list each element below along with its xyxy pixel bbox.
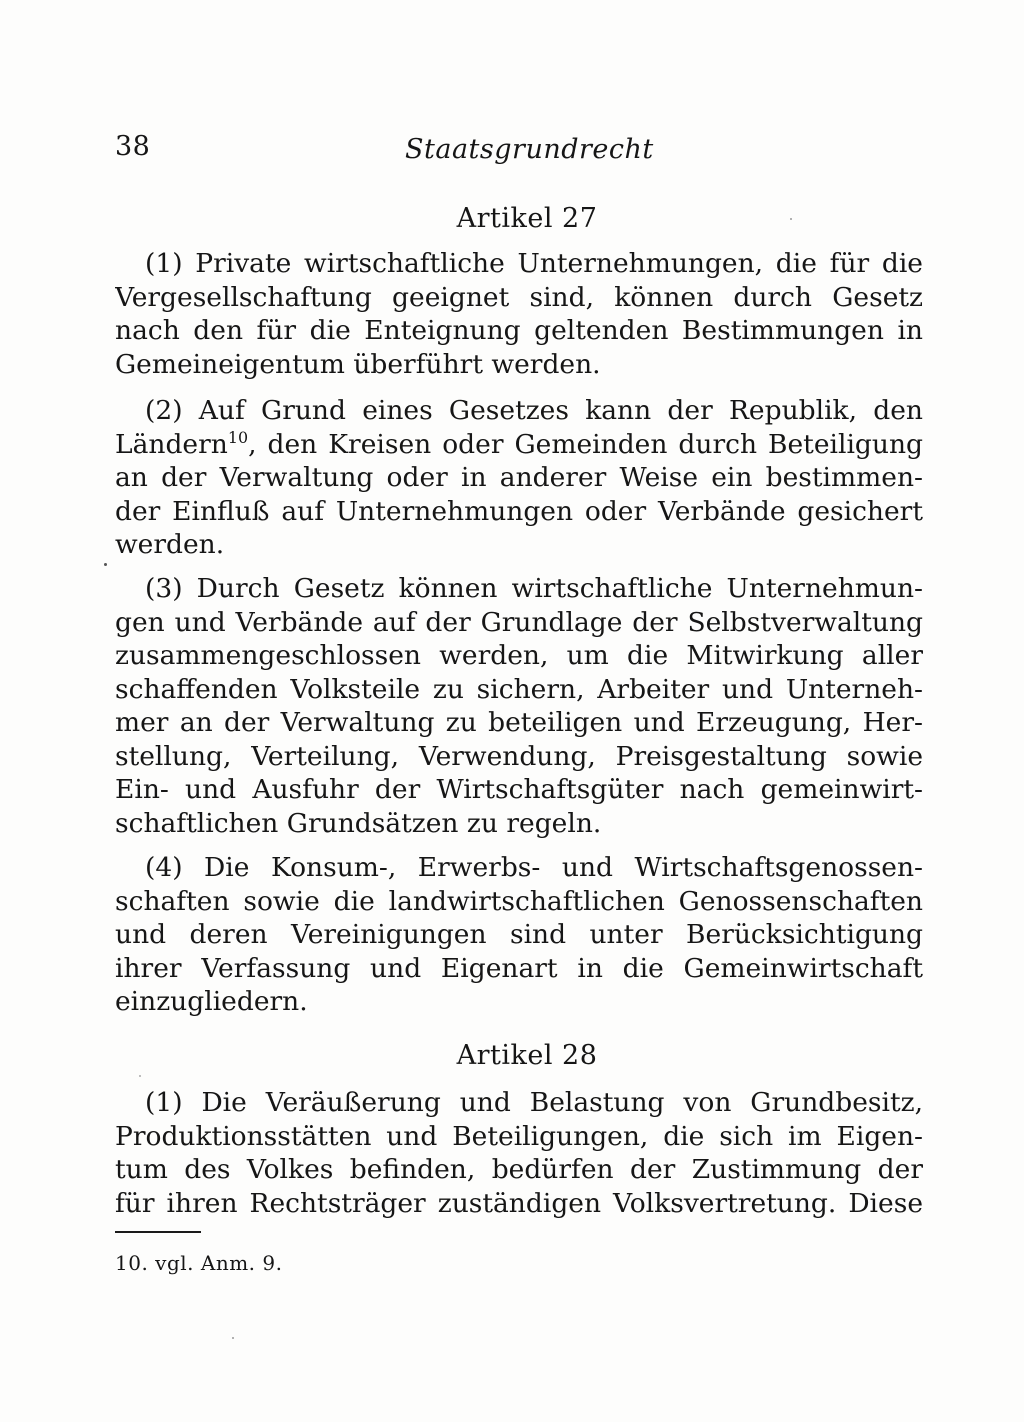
page-number: 38 [115, 131, 151, 162]
text-line: (1) Die Veräußerung und Belastung von Grundbesitz, [145, 1087, 923, 1118]
scan-speck [232, 1337, 234, 1339]
text-line: für ihren Rechtsträger zuständigen Volksvertretung. Diese [115, 1187, 923, 1219]
text-line: schaftlichen Grundsätzen zu regeln. [115, 807, 602, 839]
scan-speck [139, 1075, 141, 1077]
text-line: Vergesellschaftung geeignet sind, können durch Gesetz [115, 281, 923, 313]
article-28-paragraph-1 [115, 1086, 923, 1220]
text-line: (2) Auf Grund eines Gesetzes kann der Republik, den [145, 395, 923, 426]
scan-speck [790, 218, 792, 220]
footnote-reference: 10 [227, 427, 249, 447]
text-line: der Einfluß auf Unternehmungen oder Verbände gesichert [115, 495, 923, 527]
text-fragment: , den Kreisen oder Gemeinden durch Beteiligung [248, 428, 923, 460]
text-fragment: Ländern [115, 428, 228, 460]
text-line: gen und Verbände auf der Grundlage der Selbstverwaltung [115, 606, 923, 638]
article-27-paragraph-1 [115, 247, 923, 381]
text-line: (3) Durch Gesetz können wirtschaftliche Unternehmun- [145, 573, 923, 604]
text-line: tum des Volkes befinden, bedürfen der Zustimmung der [115, 1154, 923, 1185]
text-line: und deren Vereinigungen sind unter Berücksichtigung [115, 919, 923, 950]
text-line: nach den für die Enteignung geltenden Bestimmungen in [115, 315, 923, 346]
text-line: schaften sowie die landwirtschaftlichen Genossenschaften [115, 885, 923, 917]
article-28-heading: Artikel 28 [456, 1040, 598, 1071]
text-line: stellung, Verteilung, Verwendung, Preisgestaltung sowie [115, 740, 923, 772]
text-line: Produktionsstätten und Beteiligungen, die sich im Eigen- [115, 1120, 923, 1152]
text-line: zusammengeschlossen werden, um die Mitwirkung aller [115, 640, 923, 671]
text-line: (4) Die Konsum-, Erwerbs- und Wirtschaftsgenossen- [145, 852, 923, 883]
text-line: werden. [115, 529, 225, 560]
article-27-paragraph-3 [115, 572, 923, 840]
text-line: schaffenden Volksteile zu sichern, Arbeiter und Unterneh- [115, 673, 923, 705]
text-line: (1) Private wirtschaftliche Unternehmungen, die für die [145, 248, 923, 279]
scan-speck [104, 563, 107, 566]
footnote: 10. vgl. Anm. 9. [115, 1251, 283, 1275]
text-line: Gemeineigentum überführt werden. [115, 348, 601, 380]
running-head: Staatsgrundrecht [405, 134, 654, 165]
article-27-paragraph-4 [115, 851, 923, 1019]
text-line: einzugliedern. [115, 986, 308, 1017]
article-27-heading: Artikel 27 [456, 203, 598, 234]
article-27-paragraph-2 [115, 394, 923, 562]
text-line: an der Verwaltung oder in anderer Weise ein bestimmen- [115, 462, 923, 493]
footnote-divider [115, 1231, 201, 1233]
text-line: Ein- und Ausfuhr der Wirtschaftsgüter nach gemeinwirt- [115, 774, 923, 805]
text-line: ihrer Verfassung und Eigenart in die Gemeinwirtschaft [115, 952, 923, 984]
text-line [115, 428, 923, 462]
text-line: mer an der Verwaltung zu beteiligen und Erzeugung, Her- [115, 707, 923, 738]
